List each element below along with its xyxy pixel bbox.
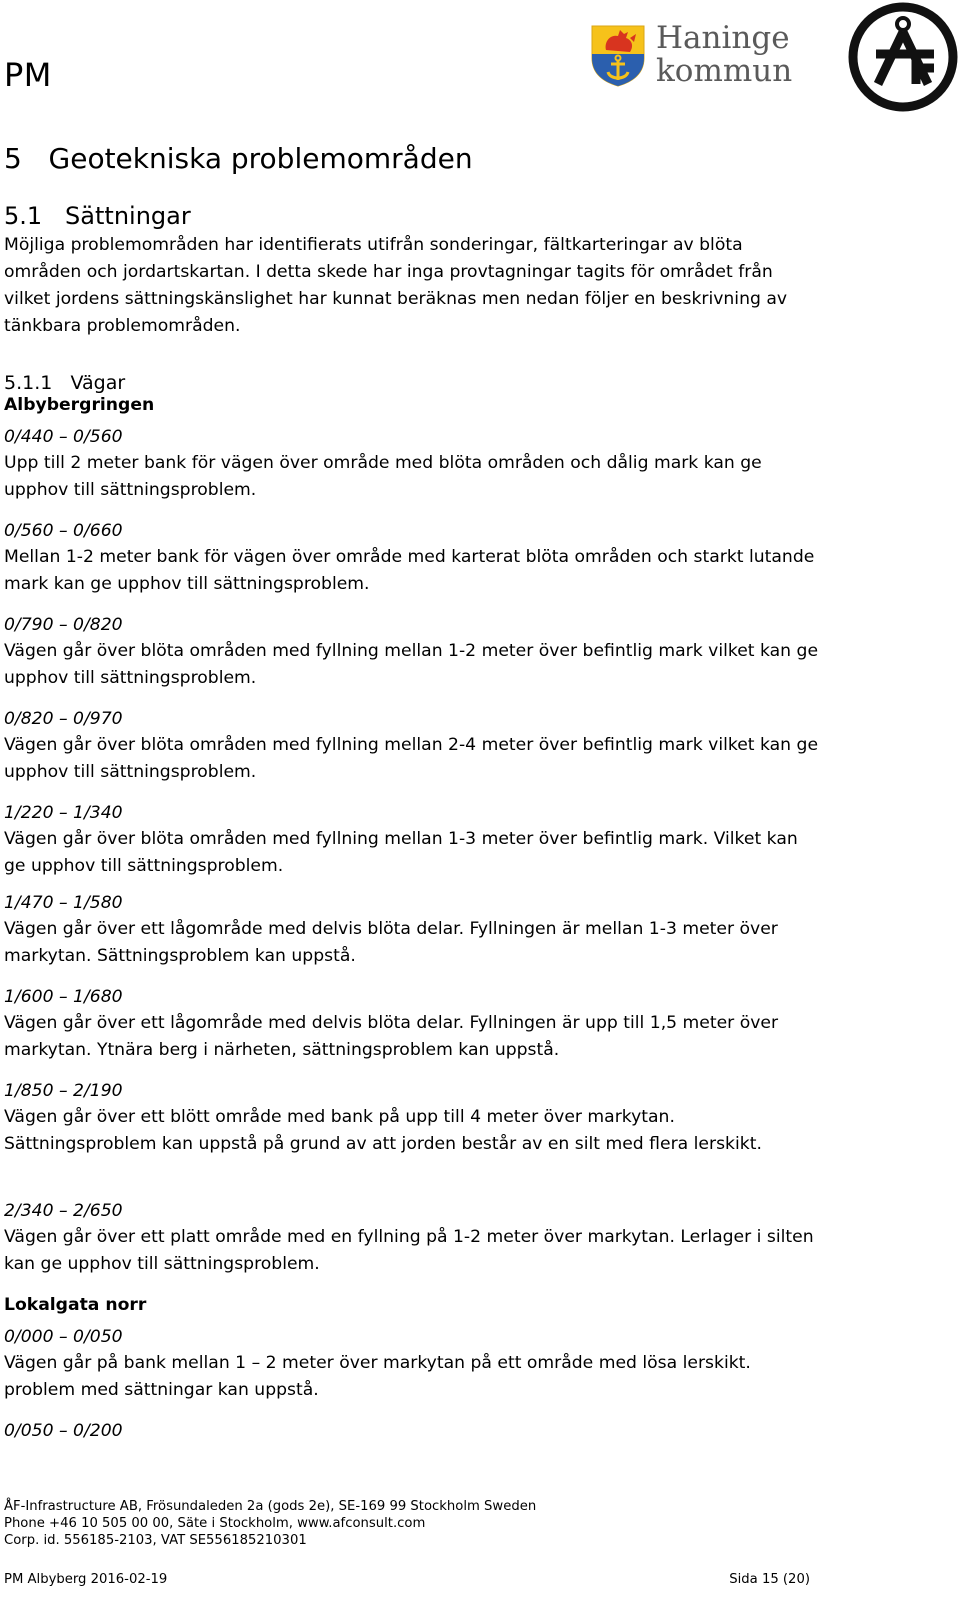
intro-paragraph: Möjliga problemområden har identifierats utifrån sonderingar, fältkarteringar av blöta områden och jordartskartan. I detta skede har inga provtagningar tagits för området från vilket jordens sättningskänslighet har kunnat beräknas men nedan följer en beskrivning av tänkbara problemområden. — [4, 235, 788, 336]
section-range: 1/850 – 2/190 — [4, 1081, 123, 1101]
af-consult-logo — [848, 2, 958, 112]
section-text: Vägen går över ett platt område med en fyllning på 1-2 meter över markytan. Lerlager i silten kan ge upphov till sättningsproblem. — [4, 1227, 814, 1274]
haninge-kommun-logo — [590, 22, 800, 90]
section-range: 1/470 – 1/580 — [4, 893, 123, 913]
section-text: Vägen går över blöta områden med fyllning mellan 1-2 meter över befintlig mark vilket kan ge upphov till sättningsproblem. — [4, 641, 819, 688]
document-reference: PM Albyberg 2016-02-19 — [4, 1572, 168, 1587]
footer-address: ÅF-Infrastructure AB, Frösundaleden 2a (gods 2e), SE-169 99 Stockholm Sweden — [4, 1499, 537, 1514]
haninge-shield-icon — [590, 24, 646, 88]
section-text: Vägen går över blöta områden med fyllning mellan 1-3 meter över befintlig mark. Vilket kan ge upphov till sättningsproblem. — [4, 829, 798, 876]
footer-corp-id: Corp. id. 556185-2103, VAT SE556185210301 — [4, 1533, 307, 1548]
heading-section-5-1: 5.1 Sättningar — [4, 202, 191, 230]
section-text: Vägen går över ett lågområde med delvis blöta delar. Fyllningen är mellan 1-3 meter över markytan. Sättningsproblem kan uppstå. — [4, 919, 778, 966]
section-range: 0/820 – 0/970 — [4, 709, 123, 729]
road-title-albybergringen: Albybergringen — [4, 395, 155, 415]
section-range: 0/000 – 0/050 — [4, 1327, 123, 1347]
heading-section-5-1-1: 5.1.1 Vägar — [4, 372, 126, 394]
section-text: Vägen går över ett blött område med bank på upp till 4 meter över markytan. Sättningsproblem kan uppstå på grund av att jorden består av en silt med flera lerskikt. — [4, 1107, 762, 1154]
section-text: Mellan 1-2 meter bank för vägen över område med karterat blöta områden och starkt lutande mark kan ge upphov till sättningsproblem. — [4, 547, 815, 594]
section-range: 1/600 – 1/680 — [4, 987, 123, 1007]
heading-section-5: 5 Geotekniska problemområden — [4, 142, 473, 175]
section-text: Vägen går över blöta områden med fyllning mellan 2-4 meter över befintlig mark vilket kan ge upphov till sättningsproblem. — [4, 735, 819, 782]
page-number: Sida 15 (20) — [729, 1572, 810, 1587]
section-range: 0/050 – 0/200 — [4, 1421, 123, 1441]
section-text: Vägen går över ett lågområde med delvis blöta delar. Fyllningen är upp till 1,5 meter över markytan. Ytnära berg i närheten, sättningsproblem kan uppstå. — [4, 1013, 779, 1060]
section-range: 0/560 – 0/660 — [4, 521, 123, 541]
section-range: 0/790 – 0/820 — [4, 615, 123, 635]
section-range: 1/220 – 1/340 — [4, 803, 123, 823]
section-range: 2/340 – 2/650 — [4, 1201, 123, 1221]
section-text: Upp till 2 meter bank för vägen över område med blöta områden och dålig mark kan ge upphov till sättningsproblem. — [4, 453, 762, 500]
road-title-lokalgata-norr: Lokalgata norr — [4, 1295, 147, 1315]
section-text: Vägen går på bank mellan 1 – 2 meter över markytan på ett område med lösa lerskikt. problem med sättningar kan uppstå. — [4, 1353, 751, 1400]
document-type-label: PM — [4, 56, 52, 94]
section-range: 0/440 – 0/560 — [4, 427, 123, 447]
haninge-kommun-wordmark: Haninge kommun — [656, 20, 793, 89]
footer-contact: Phone +46 10 505 00 00, Säte i Stockholm, www.afconsult.com — [4, 1516, 426, 1531]
company-footer — [4, 1498, 536, 1549]
